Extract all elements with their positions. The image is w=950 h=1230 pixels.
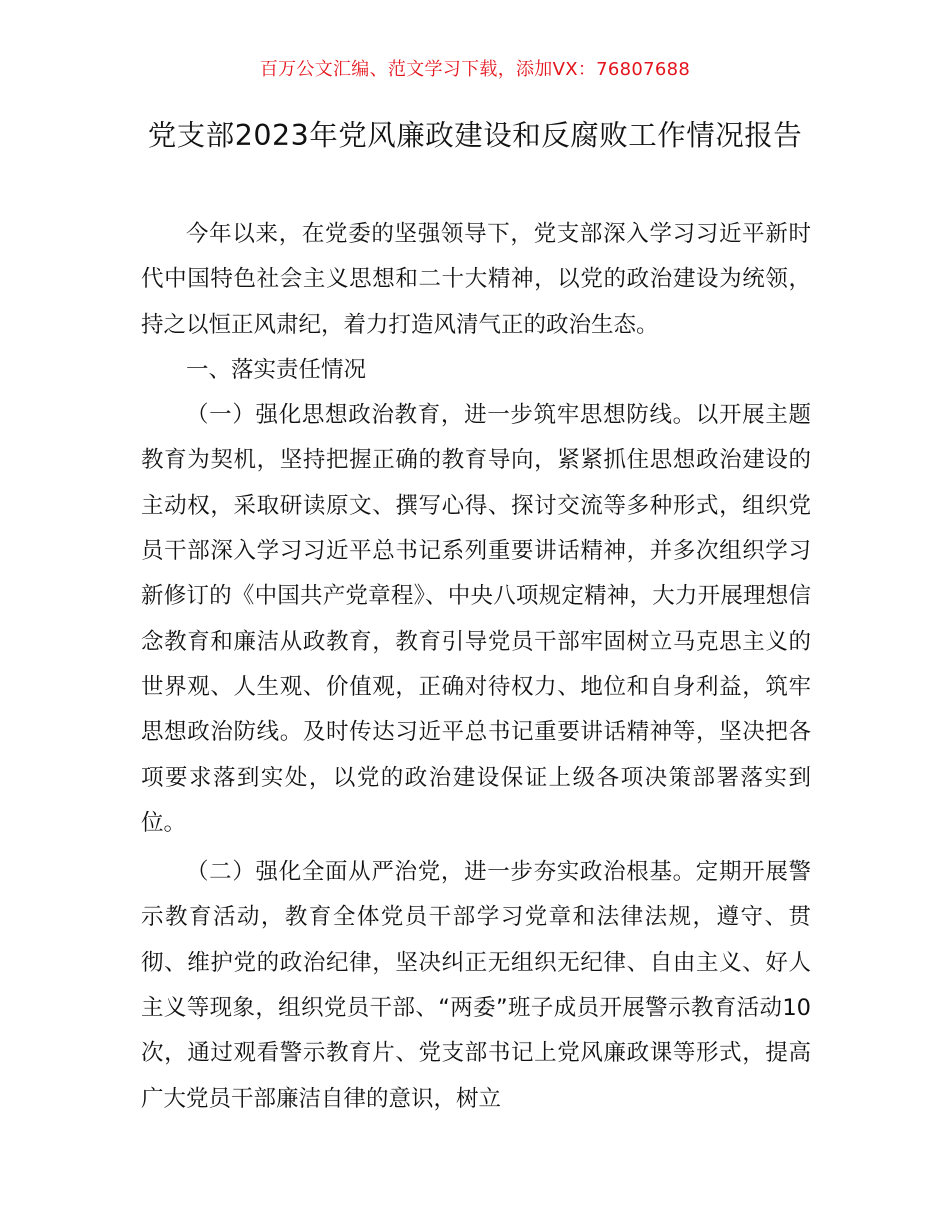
section-heading: 一、落实责任情况	[186, 356, 367, 383]
document-title: 党支部2023年党风廉政建设和反腐败工作情况报告	[147, 119, 803, 152]
intro-paragraph: 今年以来，在党委的坚强领导下，党支部深入学习习近平新时代中国特色社会主义思想和二十大精神，以党的政治建设为统领，持之以恒正风肃纪，着力打造风清气正的政治生态。	[141, 221, 811, 338]
document-body	[141, 212, 811, 1122]
body-paragraph: （一）强化思想政治教育，进一步筑牢思想防线。以开展主题教育为契机，坚持把握正确的教育导向，紧紧抓住思想政治建设的主动权，采取研读原文、撰写心得、探讨交流等多种形式，组织党员干部深入学习习近平总书记系列重要讲话精神，并多次组织学习新修订的《中国共产党章程》、中央八项规定精神，大力开展理想信念教育和廉洁从政教育，教育引导党员干部牢固树立马克思主义的世界观、人生观、价值观，正确对待权力、地位和自身利益，筑牢思想政治防线。及时传达习近平总书记重要讲话精神等，坚决把各项要求落到实处，以党的政治建设保证上级各项决策部署落实到位。	[141, 402, 811, 836]
body-paragraph: （二）强化全面从严治党，进一步夯实政治根基。定期开展警示教育活动，教育全体党员干部学习党章和法律法规，遵守、贯彻、维护党的政治纪律，坚决纠正无组织无纪律、自由主义、好人主义等现象，组织党员干部、“两委”班子成员开展警示教育活动10次，通过观看警示教育片、党支部书记上党风廉政课等形式，提高广大党员干部廉洁自律的意识，树立	[141, 859, 811, 1112]
watermark-contact: 百万公文汇编、范文学习下载，添加VX：76807688	[259, 59, 691, 80]
